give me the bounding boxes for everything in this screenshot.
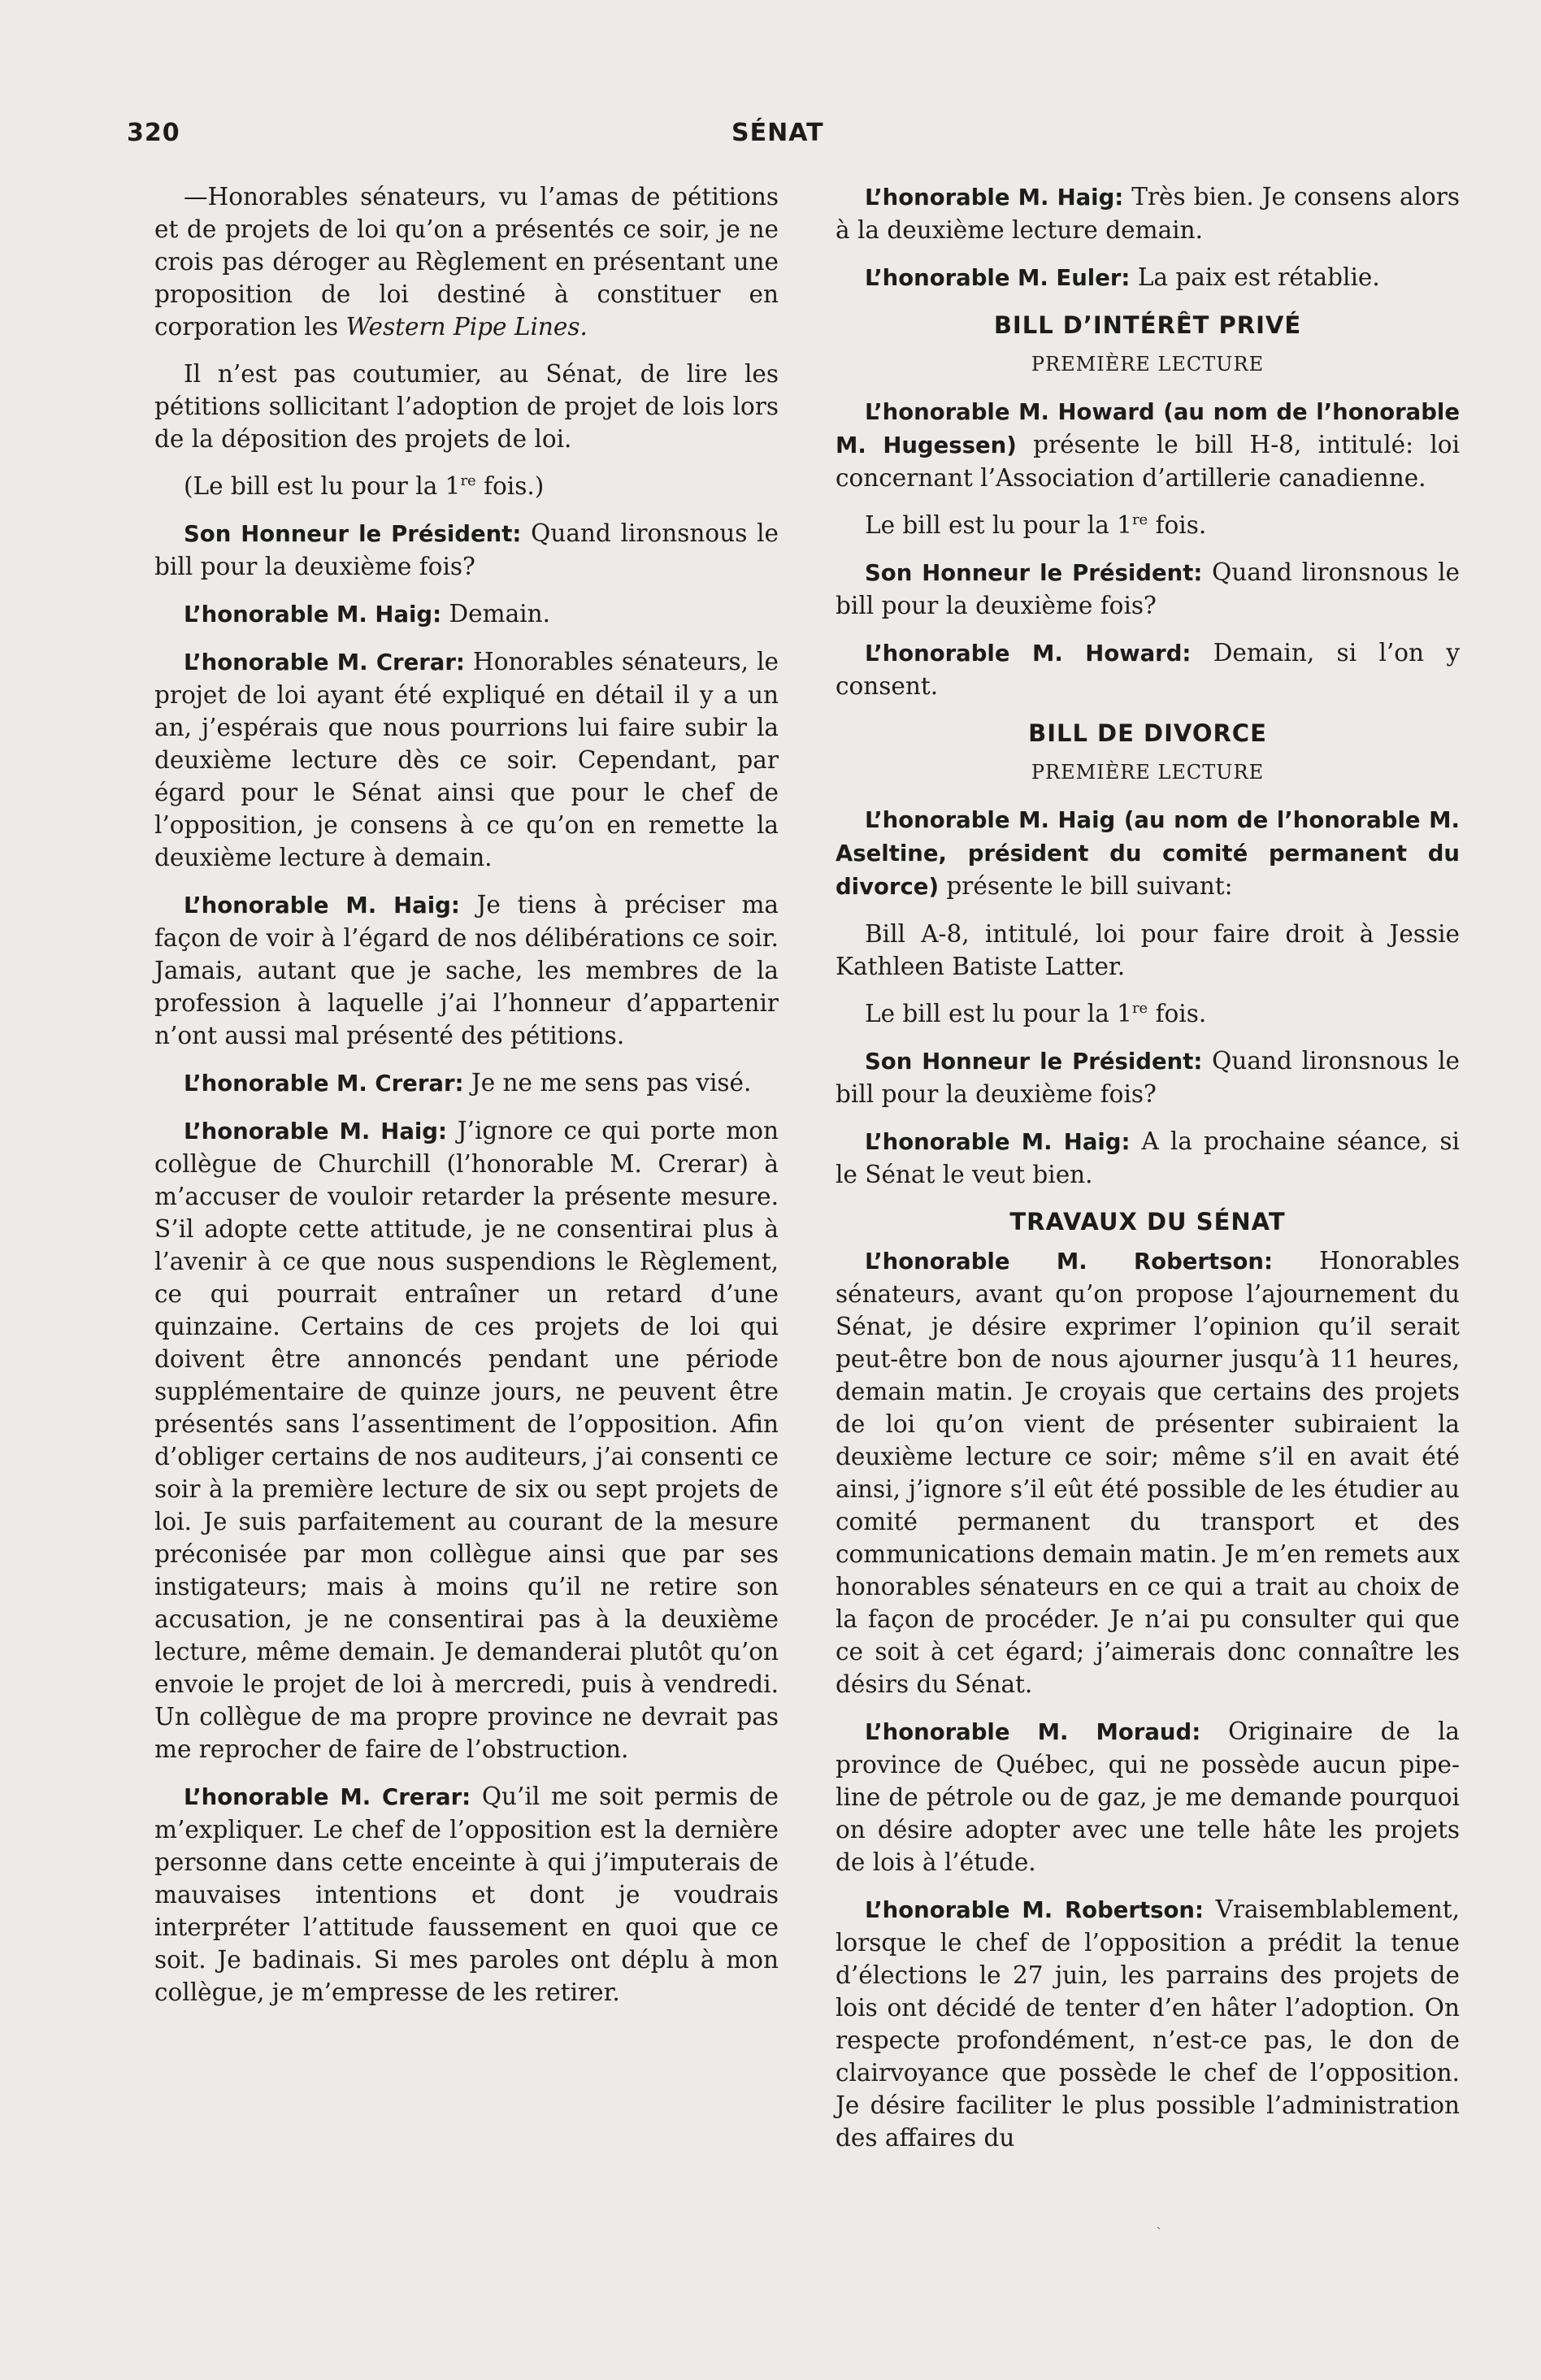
stray-mark: ˎ <box>1157 2214 1161 2230</box>
paragraph <box>836 1715 1460 1878</box>
left-column <box>154 180 779 2023</box>
speech-text: Je ne me sens pas visé. <box>463 1069 752 1097</box>
paragraph-text: (Le bill est lu pour la 1 <box>184 472 461 500</box>
paragraph <box>836 803 1460 903</box>
speaker: L’honorable M. Crerar: <box>184 1071 464 1097</box>
speaker: L’honorable M. Crerar: <box>184 1784 471 1810</box>
section-subheading: PREMIÈRE LECTURE <box>1031 353 1265 376</box>
paragraph <box>836 261 1460 294</box>
speaker: L’honorable M. Crerar: <box>184 649 465 675</box>
right-column <box>836 180 1460 2169</box>
paragraph: Il n’est pas coutumier, au Sénat, de lire les pétitions sollicitant l’adoption de projet de lois lors de la déposition des projets de loi. <box>154 360 779 453</box>
speaker: L’honorable M. Haig: <box>184 602 442 628</box>
paragraph <box>836 1125 1460 1191</box>
paragraph <box>836 556 1460 622</box>
speech-text: Quand lironsnous le bill pour la deuxième fois? <box>154 519 779 580</box>
paragraph <box>836 395 1460 494</box>
paragraph <box>836 509 1460 541</box>
superscript: re <box>1131 511 1148 529</box>
speech-text: Honorables sénateurs, le projet de loi ayant été expliqué en détail il y a un an, j’espérais que nous pourrions lui faire subir la deuxième lecture dès ce soir. Cependant, par égard pour le Sénat ainsi que pour le chef de l’opposition, je consens à ce qu’on en remette la deuxième lecture à demain. <box>154 648 779 871</box>
paragraph <box>836 636 1460 702</box>
paragraph <box>836 1244 1460 1700</box>
running-head: SÉNAT <box>731 119 824 147</box>
speech-text: Qu’il me soit permis de m’expliquer. Le chef de l’opposition est la dernière personne dans cette enceinte à qui j’imputerais de mauvaises intentions et dont je voudrais interpréter l’attitude faussement en quoi que ce soit. Je badinais. Si mes paroles ont déplu à mon collègue, je m’empresse de les retirer. <box>154 1783 779 2006</box>
paragraph <box>154 1066 779 1100</box>
paragraph: Bill A-8, intitulé, loi pour faire droit à Jessie Kathleen Batiste Latter. <box>836 920 1460 980</box>
paragraph <box>836 1893 1460 2154</box>
paragraph <box>836 1045 1460 1110</box>
paragraph <box>154 180 779 343</box>
paragraph-text: fois. <box>1148 1000 1207 1027</box>
speech-text: Très bien. Je consens alors à la deuxième lecture demain. <box>836 183 1460 244</box>
section-heading: TRAVAUX DU SÉNAT <box>1009 1208 1286 1236</box>
superscript: re <box>1131 1000 1148 1018</box>
paragraph <box>154 470 779 502</box>
speech-text: Je tiens à préciser ma façon de voir à l’égard de nos délibérations ce soir. Jamais, autant que je sache, les membres de la profession à laquelle j’ai l’honneur d’appartenir n’ont aussi mal présenté des pétitions. <box>154 891 779 1049</box>
speech-text: Demain, si l’on y consent. <box>836 639 1460 700</box>
speaker: L’honorable M. Haig (au nom de l’honorable M. Aseltine, président du comité permanent du divorce) <box>836 807 1460 900</box>
speech-text: présente le bill suivant: <box>939 872 1233 900</box>
speech-text: présente le bill H-8, intitulé: loi concernant l’Association d’artillerie canadienne. <box>836 431 1460 492</box>
paragraph <box>154 645 779 874</box>
page-number: 320 <box>127 119 180 147</box>
company-name: Western Pipe Lines. <box>345 313 588 341</box>
speaker: L’honorable M. Haig: <box>184 1118 447 1144</box>
speech-text: Vraisemblablement, lorsque le chef de l’opposition a prédit la tenue d’élections le 27 juin, les parrains des projets de lois ont décidé de tenter d’en hâter l’adoption. On respecte profondément, n’est-ce pas, le don de clairvoyance que possède le chef de l’opposition. Je désire faciliter le plus possible l’administration des affaires du <box>836 1896 1460 2152</box>
paragraph-text: fois. <box>1148 511 1207 539</box>
speech-text: Demain. <box>441 600 550 628</box>
speech-text: Originaire de la province de Québec, qui ne possède aucun pipe-line de pétrole ou de gaz, je me demande pourquoi on désire adopter avec une telle hâte les projets de lois à l’étude. <box>836 1718 1460 1876</box>
paragraph <box>836 997 1460 1030</box>
speech-text: Quand lironsnous le bill pour la deuxième fois? <box>836 558 1461 619</box>
speech-text: La paix est rétablie. <box>1130 263 1380 291</box>
paragraph <box>836 180 1460 246</box>
paragraph <box>154 1780 779 2009</box>
paragraph <box>154 1114 779 1765</box>
speaker: L’honorable M. Haig: <box>865 1129 1131 1155</box>
speaker: Son Honneur le Président: <box>184 521 522 547</box>
paragraph <box>154 888 779 1052</box>
paragraph <box>154 597 779 631</box>
paragraph-text: Le bill est lu pour la 1 <box>865 511 1132 539</box>
paragraph-text: fois.) <box>475 472 545 500</box>
speaker: L’honorable M. Haig: <box>184 892 460 919</box>
section-heading: BILL D’INTÉRÊT PRIVÉ <box>993 311 1302 339</box>
speaker: Son Honneur le Président: <box>865 1049 1203 1075</box>
speech-text: A la prochaine séance, si le Sénat le veut bien. <box>836 1127 1460 1188</box>
speech-text: Honorables sénateurs, avant qu’on propose l’ajournement du Sénat, je désire exprimer l’opinion qu’il serait peut-être bon de nous ajourner jusqu’à 11 heures, demain matin. Je croyais que certains des projets de loi qu’on vient de présenter subiraient la deuxième lecture ce soir; même s’il en avait été ainsi, j’ignore s’il eût été possible de les étudier au comité permanent du transport et des communications demain matin. Je m’en remets aux honorables sénateurs en ce qui a trait au choix de la façon de procéder. Je n’ai pu consulter qui que ce soit à cet égard; j’aimerais donc connaître les désirs du Sénat. <box>836 1247 1460 1698</box>
speaker: L’honorable M. Haig: <box>865 185 1124 211</box>
paragraph-text: Le bill est lu pour la 1 <box>865 1000 1132 1027</box>
speech-text: Quand lironsnous le bill pour la deuxième fois? <box>836 1047 1461 1108</box>
speaker: L’honorable M. Howard (au nom de l’honorable M. Hugessen) <box>836 399 1460 458</box>
speaker: L’honorable M. Robertson: <box>865 1897 1204 1923</box>
speaker: L’honorable M. Howard: <box>865 641 1192 667</box>
paragraph <box>154 517 779 583</box>
speaker: L’honorable M. Robertson: <box>865 1249 1273 1275</box>
speaker: Son Honneur le Président: <box>865 560 1203 586</box>
section-heading: BILL DE DIVORCE <box>1028 719 1267 747</box>
paragraph-text: —Honorables sénateurs, vu l’amas de pétitions et de projets de loi qu’on a présentés ce soir, je ne crois pas déroger au Règlement en présentant une proposition de loi destiné à constituer en corporation les <box>154 183 779 341</box>
speaker: L’honorable M. Moraud: <box>865 1719 1201 1745</box>
speaker: L’honorable M. Euler: <box>865 265 1131 291</box>
speech-text: J’ignore ce qui porte mon collègue de Churchill (l’honorable M. Crerar) à m’accuser de vouloir retarder la présente mesure. S’il adopte cette attitude, je ne consentirai plus à l’avenir à ce que nous suspendions le Règlement, ce qui pourrait entraîner un retard d’une quinzaine. Certains de ces projets de loi qui doivent être annoncés pendant une période supplémentaire de quinze jours, ne peuvent être présentés sans l’assentiment de l’opposition. Afin d’obliger certains de nos auditeurs, j’ai consenti ce soir à la première lecture de six ou sept projets de loi. Je suis parfaitement au courant de la mesure préconisée par mon collègue ainsi que par ses instigateurs; mais à moins qu’il ne retire son accusation, je ne consentirai pas à la deuxième lecture, même demain. Je demanderai plutôt qu’on envoie le projet de loi à mercredi, puis à vendredi. Un collègue de ma propre province ne devrait pas me reprocher de faire de l’obstruction. <box>154 1117 779 1763</box>
superscript: re <box>460 472 476 490</box>
section-subheading: PREMIÈRE LECTURE <box>1031 761 1265 784</box>
